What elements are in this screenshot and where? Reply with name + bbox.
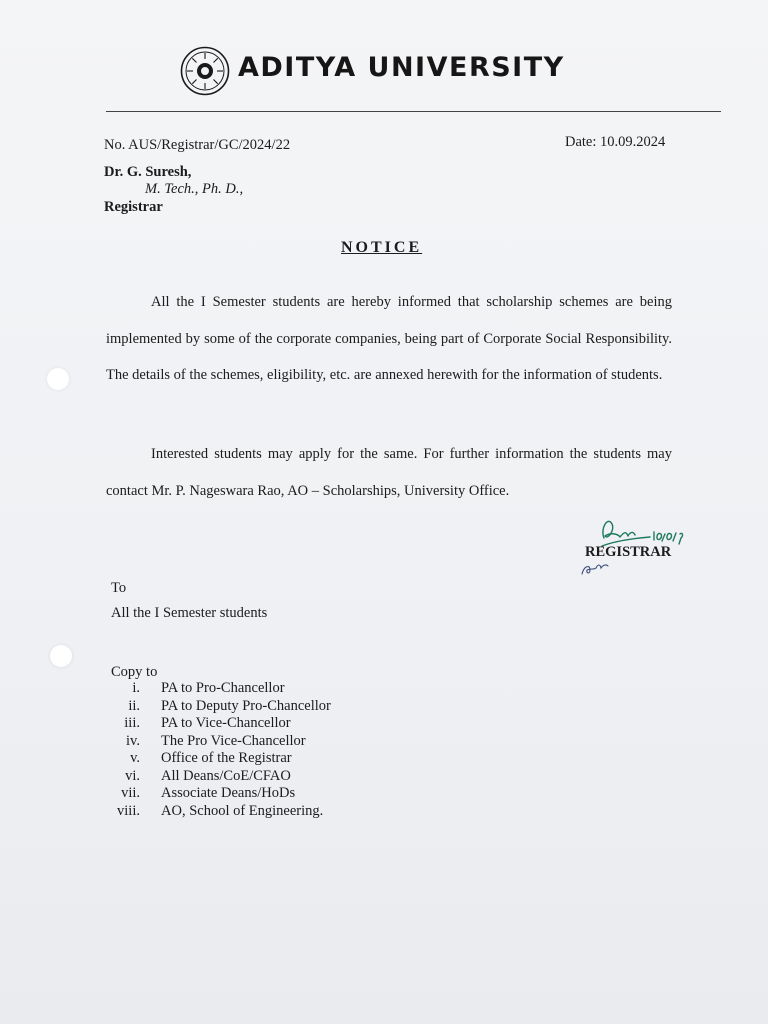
list-item-number: i. (132, 680, 140, 696)
to-label: To (111, 580, 127, 596)
sender-name: Dr. G. Suresh, (104, 164, 192, 180)
university-logo-icon (180, 46, 230, 96)
list-item (100, 785, 296, 803)
list-item (100, 680, 285, 698)
notice-date: Date: 10.09.2024 (565, 134, 666, 150)
copy-to-label: Copy to (111, 664, 158, 680)
list-item-number: v. (130, 750, 140, 766)
list-item-text: PA to Vice-Chancellor (161, 715, 291, 731)
copy-to-list (100, 680, 331, 820)
sender-designation: Registrar (104, 199, 163, 215)
notice-paragraph-2: Interested students may apply for the same. For further information the students may contact Mr. P. Nageswara Rao, AO – Scholarships, University Office. (106, 446, 672, 499)
header-divider (106, 111, 721, 112)
list-item (100, 767, 291, 786)
notice-paragraph-1: All the I Semester students are hereby informed that scholarship schemes are being implemented by some of the corporate companies, being part of Corporate Social Responsibility. The details of the schemes, eligibility, etc. are annexed herewith for the information of students. (106, 294, 672, 383)
sender-qualifications: M. Tech., Ph. D., (145, 181, 244, 197)
list-item-text: AO, School of Engineering. (161, 802, 324, 819)
list-item-text: PA to Pro-Chancellor (161, 680, 285, 696)
list-item-number: viii. (117, 802, 140, 819)
to-recipients: All the I Semester students (111, 605, 268, 621)
list-item-number: vii. (121, 785, 140, 801)
punch-hole (47, 368, 69, 390)
list-item-number: iii. (124, 715, 140, 731)
list-item-text: Associate Deans/HoDs (161, 785, 296, 801)
registrar-title: REGISTRAR (585, 544, 672, 560)
list-item (100, 715, 291, 733)
list-item (100, 732, 306, 751)
reference-number: No. AUS/Registrar/GC/2024/22 (104, 137, 291, 153)
list-item-number: ii. (128, 697, 140, 714)
list-item (100, 802, 324, 821)
list-item-text: Office of the Registrar (161, 750, 292, 766)
punch-hole (50, 645, 72, 667)
list-item (100, 750, 292, 768)
list-item-text: All Deans/CoE/CFAO (161, 767, 291, 784)
list-item-number: iv. (126, 732, 140, 749)
list-item-text: PA to Deputy Pro-Chancellor (161, 697, 331, 714)
list-item-number: vi. (125, 767, 140, 784)
notice-title: NOTICE (341, 239, 423, 256)
list-item (100, 697, 331, 716)
university-name: ADITYA UNIVERSITY (238, 52, 565, 83)
list-item-text: The Pro Vice-Chancellor (161, 732, 306, 749)
